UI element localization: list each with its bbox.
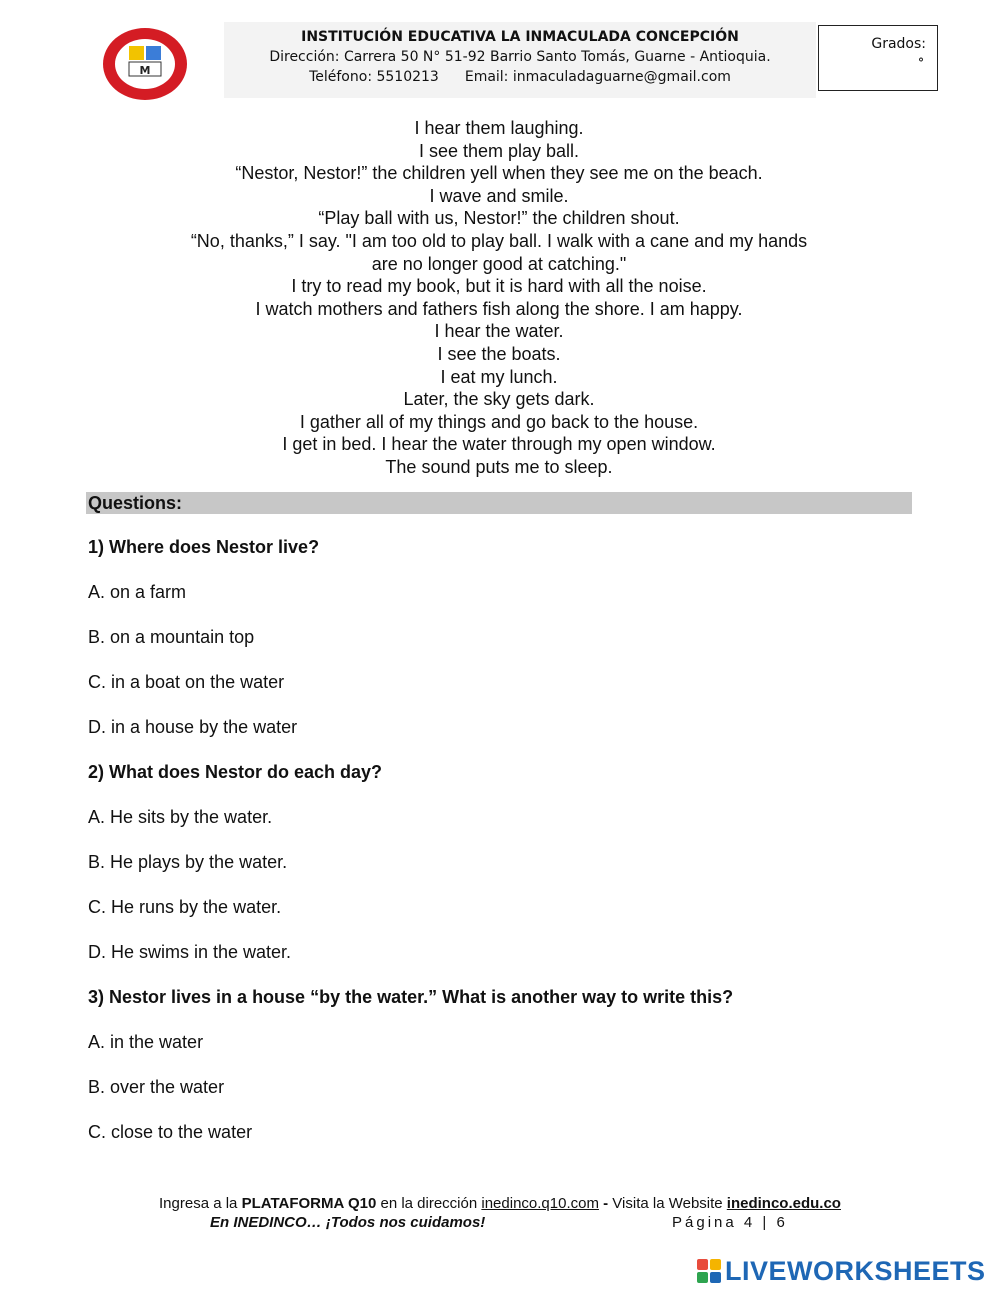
story-line: I gather all of my things and go back to the house. (299, 411, 699, 432)
story-line: “Nestor, Nestor!” the children yell when they see me on the beach. (235, 163, 763, 184)
grados-value: ° (918, 56, 924, 70)
story-line: I watch mothers and fathers fish along the shore. I am happy. (255, 298, 743, 319)
school-email: Email: inmaculadaguarne@gmail.com (464, 69, 731, 85)
liveworksheets-logo-icon (697, 1259, 721, 1283)
footer-text: Visita la Website (612, 1195, 727, 1212)
story-line: I try to read my book, but it is hard with all the noise. (291, 276, 707, 297)
footer-text: en la dirección (376, 1195, 482, 1212)
footer-text: Ingresa a la (159, 1195, 242, 1212)
page-number: Página 4 | 6 (672, 1214, 788, 1231)
school-address: Dirección: Carrera 50 N° 51-92 Barrio Santo Tomás, Guarne - Antioquia. (269, 49, 771, 65)
question-1-option-c[interactable]: C. in a boat on the water (88, 672, 285, 692)
question-1-option-b[interactable]: B. on a mountain top (88, 627, 255, 647)
story-line: I wave and smile. (429, 185, 569, 206)
grados-label: Grados: (871, 36, 926, 52)
story-line: I hear them laughing. (414, 118, 584, 138)
school-name: INSTITUCIÓN EDUCATIVA LA INMACULADA CONCEPCIÓN (301, 29, 739, 45)
footer-platform-line (0, 1195, 1000, 1212)
question-3-option-c[interactable]: C. close to the water (88, 1122, 253, 1142)
story-line: I get in bed. I hear the water through my open window. (282, 434, 716, 455)
story-text (90, 117, 908, 479)
footer-separator: - (598, 1195, 613, 1212)
q10-link[interactable]: inedinco.q10.com (481, 1195, 599, 1212)
question-3-option-b[interactable]: B. over the water (88, 1077, 225, 1097)
story-line: Later, the sky gets dark. (403, 389, 595, 410)
footer-platform-name: PLATAFORMA Q10 (241, 1195, 377, 1212)
website-link[interactable]: inedinco.edu.co (726, 1195, 841, 1212)
school-contact (224, 69, 816, 85)
question-2: 2) What does Nestor do each day? (88, 762, 383, 782)
story-line: I eat my lunch. (440, 366, 558, 387)
school-logo (101, 26, 189, 102)
svg-text:M: M (139, 64, 151, 77)
story-line: I see them play ball. (418, 140, 580, 161)
story-line: The sound puts me to sleep. (385, 456, 613, 477)
story-line: I see the boats. (437, 343, 561, 364)
liveworksheets-brand: LIVEWORKSHEETS (725, 1255, 986, 1286)
liveworksheets-watermark (697, 1256, 986, 1286)
school-phone: Teléfono: 5510213 (309, 69, 439, 85)
questions-header: Questions: (86, 492, 912, 514)
story-line: I hear the water. (434, 321, 564, 342)
question-2-option-c[interactable]: C. He runs by the water. (88, 897, 282, 917)
question-2-option-b[interactable]: B. He plays by the water. (88, 852, 288, 872)
story-line: “No, thanks,” I say. "I am too old to play ball. I walk with a cane and my hands (190, 230, 808, 251)
question-1-option-d[interactable]: D. in a house by the water (88, 717, 298, 737)
question-2-option-d[interactable]: D. He swims in the water. (88, 942, 292, 962)
grados-box[interactable] (818, 25, 938, 91)
footer-motto: En INEDINCO… ¡Todos nos cuidamos! (210, 1214, 486, 1231)
school-header (224, 22, 816, 98)
question-3-option-a[interactable]: A. in the water (88, 1032, 204, 1052)
story-line: “Play ball with us, Nestor!” the children shout. (318, 208, 680, 229)
story-line: are no longer good at catching." (371, 253, 627, 274)
question-1: 1) Where does Nestor live? (88, 537, 320, 557)
question-2-option-a[interactable]: A. He sits by the water. (88, 807, 273, 827)
question-3: 3) Nestor lives in a house “by the water.” What is another way to write this? (88, 987, 734, 1007)
question-1-option-a[interactable]: A. on a farm (88, 582, 187, 602)
